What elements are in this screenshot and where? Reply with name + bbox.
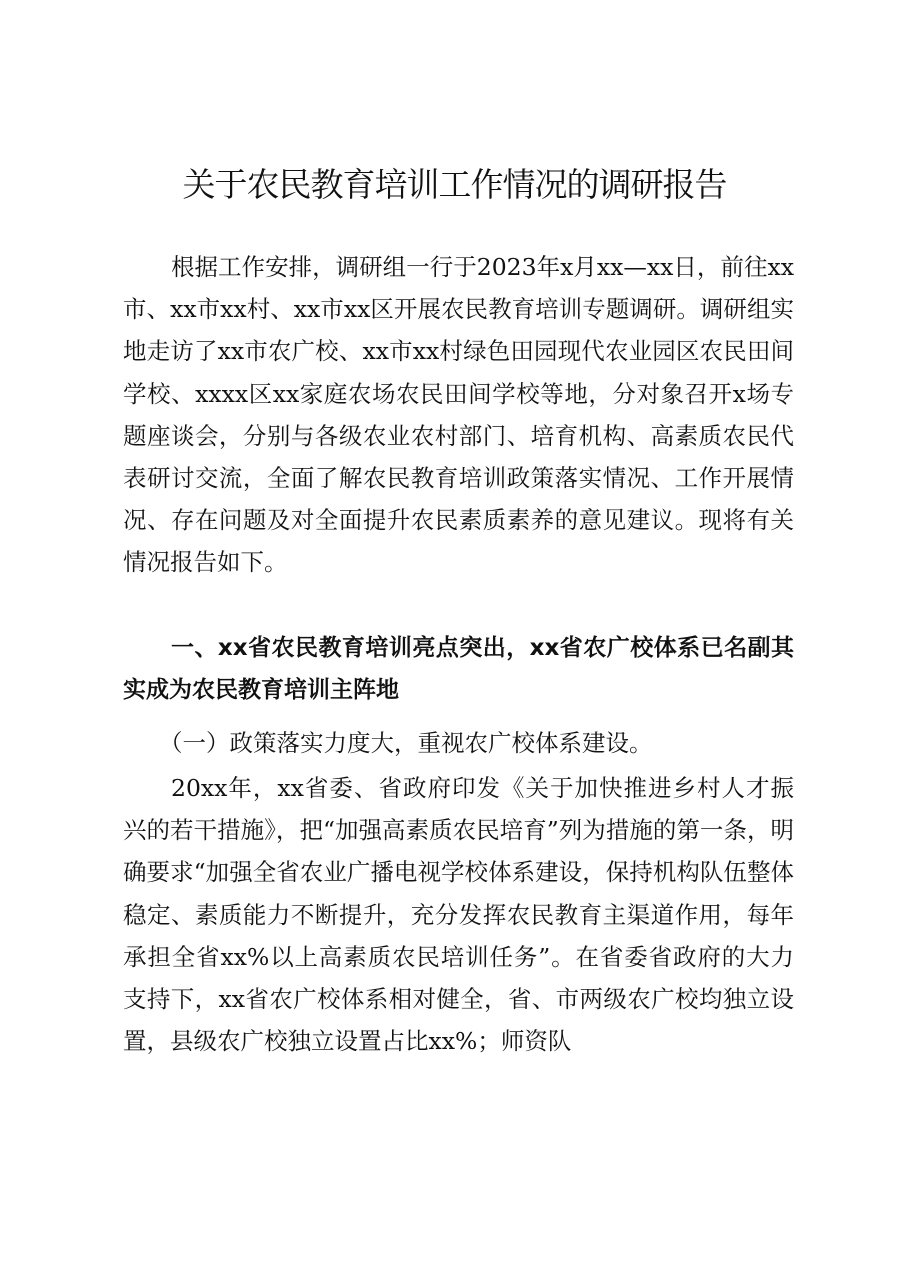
intro-paragraph: 根据工作安排，调研组一行于2023年x月xx—xx日，前往xx市、xx市xx村、xx市xx区开展农民教育培训专题调研。调研组实地走访了xx市农广校、xx市xx村绿色田园现代农业园区农民田间学校、xxxx区xx家庭农场农民田间学校等地，分对象召开x场专题座谈会，分别与各级农业农村部门、培育机构、高素质农民代表研讨交流，全面了解农民教育培训政策落实情况、工作开展情况、存在问题及对全面提升农民素质素养的意见建议。现将有关情况报告如下。 [123,253,794,577]
policy-paragraph: 20xx年，xx省委、省政府印发《关于加快推进乡村人才振兴的若干措施》，把“加强高素质农民培育”列为措施的第一条，明确要求“加强全省农业广播电视学校体系建设，保持机构队伍整体稳定、素质能力不断提升，充分发挥农民教育主渠道作用，每年承担全省xx%以上高素质农民培训任务”。在省委省政府的大力支持下，xx省农广校体系相对健全，省、市两级农广校均独立设置，县级农广校独立设置占比xx%；师资队 [123,774,794,1056]
subsection-heading-1: （一）政策落实力度大，重视农广校体系建设。 [159,729,653,757]
document-title: 关于农民教育培训工作情况的调研报告 [182,165,727,204]
section-heading-1: 一、xx省农民教育培训亮点突出，xx省农广校体系已名副其实成为农民教育培训主阵地 [123,635,794,704]
